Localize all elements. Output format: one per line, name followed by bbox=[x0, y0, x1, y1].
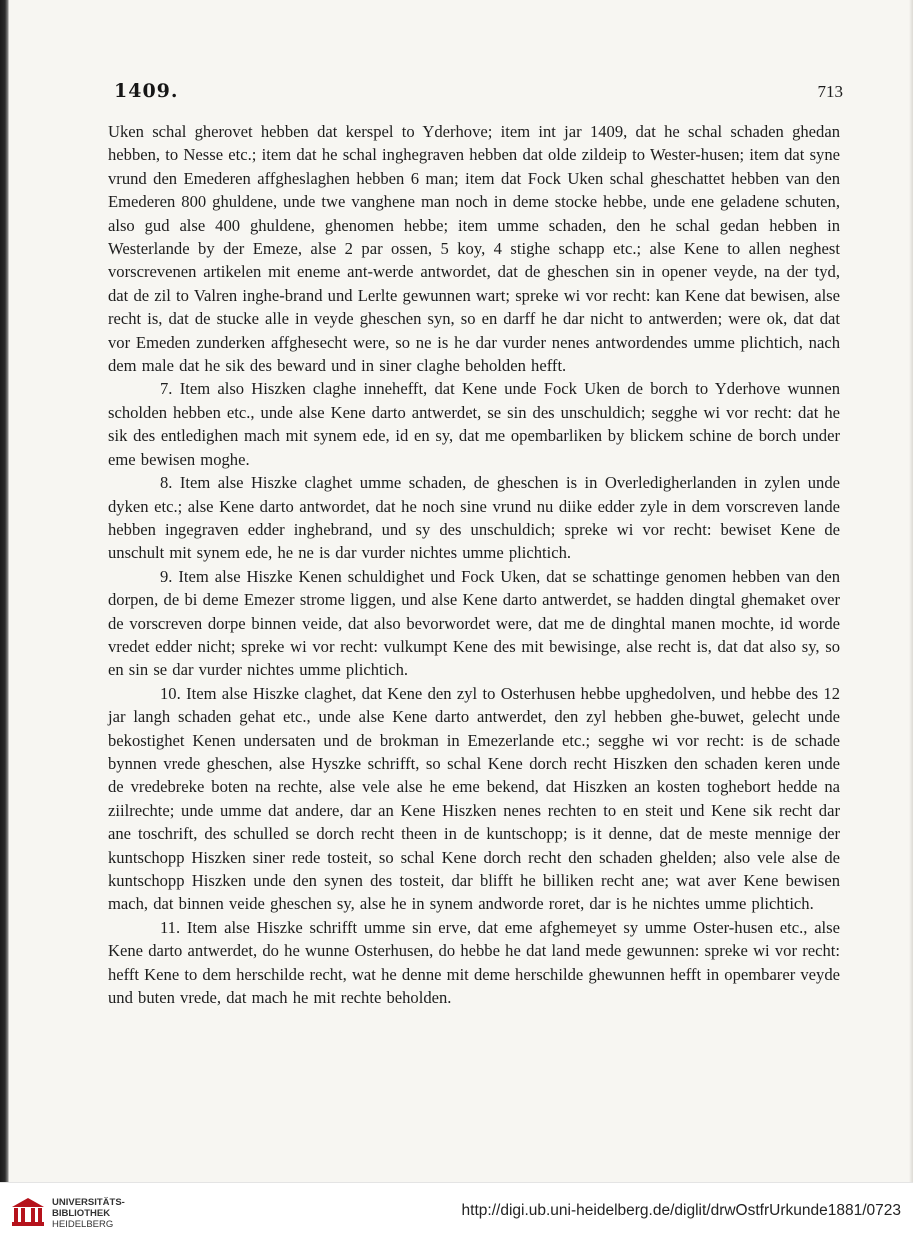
library-name bbox=[52, 1197, 125, 1230]
paragraph-9: 9. Item alse Hiszke Kenen schuldighet und Fock Uken, dat se schattinge genomen hebben van den dorpen, de bi deme Emezer strome liggen, und alse Kene darto antwerdet, se hadden dingtal ghemaket over de vorscreven dorpe binnen veide, dat also bevorwordet were, dat me de dinghtal manen mochte, id worde vredet edder nicht; spreke wi vor recht: vulkumpt Kene des mit bewisinge, alse recht is, dat dat also sy, so en sin se dar vurder nichtes umme plichtich. bbox=[108, 566, 840, 680]
page-binding-shadow bbox=[0, 0, 9, 1182]
paragraph-10: 10. Item alse Hiszke claghet, dat Kene den zyl to Osterhusen hebbe upghedolven, und hebbe des 12 jar langh schaden gehat etc., unde alse Kene darto antwerdet, den zyl hebben ghe-buwet, gelecht unde bekostighet Kenen undersaten und de brokman in Emezerlande etc.; segghe wi vor recht: is de schade bynnen vrede gheschen, alse Hyszke schrifft, so schal Kene dorch recht Hiszken den schaden keren unde de vredebreke boten na rechte, alse vele alse he eme bekend, dat Hiszken an kosten toghebort hedde na ziilrechte; unde umme dat andere, dar an Kene Hiszken nenes rechten to en steit und Kene sik recht dar ane toschrift, des schulled se dorch recht theen in de kuntschopp; is it denne, dat de meste mennige der kuntschopp Hiszken siner rede tosteit, so schal Kene dorch recht den schaden ghelden; also vele alse de kuntschopp Hiszken unde den synen des tosteit, dar blifft he billiken recht ane; wat aver Kene bewisen mach, dat binnen veide gheschen sy, alse he in synem andworde roret, dar is he nichtes umme plichtich. bbox=[108, 683, 840, 914]
page-number: 713 bbox=[817, 82, 843, 101]
library-name-line-1: UNIVERSITÄTS- bbox=[52, 1197, 125, 1208]
document-body bbox=[108, 120, 840, 1009]
page-edge bbox=[909, 0, 913, 1182]
university-library-logo-icon bbox=[10, 1196, 46, 1232]
paragraph-continued: Uken schal gherovet hebben dat kerspel to Yderhove; item int jar 1409, dat he schal schaden ghedan hebben, to Nesse etc.; item dat he schal inghegraven hebben dat olde zildeip to Wester-husen; item dat syne vrund den Emederen affgheslaghen hebben 6 man; item dat Fock Uken schal gheschattet hebben van den Emederen 800 ghuldene, unde twe vanghene man noch in deme stocke hebbe, unde ene geladene schuten, also gud alse 400 ghuldene, ghenomen hebbe; item umme schaden, den he schal gedan hebben in Westerlande by der Emeze, alse 2 par ossen, 5 koy, 4 stighe schapp etc.; alse Kene to allen neghest vorscrevenen artikelen mit eneme ant-werde antwordet, dat de gheschen sin in opener veyde, na der tyd, dat de zil to Valren inghe-brand und Lerlte gewunnen wart; spreke wi vor recht: kan Kene dat bewisen, alse recht is, dat de stucke alle in veyde gheschen syn, so en darff he dar nicht to antwerden; were ok, dat dat vor Emeden zunderken affghesecht were, so ne is he dar vurder nenes antwordendes umme plichtich, nach dem male dat he sik des beward und in siner claghe beholden hefft. bbox=[108, 122, 840, 376]
permalink-url[interactable]: http://digi.ub.uni-heidelberg.de/diglit/drwOstfrUrkunde1881/0723 bbox=[461, 1202, 901, 1219]
viewer-footer bbox=[0, 1182, 913, 1250]
paragraph-7: 7. Item also Hiszken claghe innehefft, dat Kene unde Fock Uken de borch to Yderhove wunnen scholden hebben etc., unde alse Kene darto antwerdet, se sin des unschuldich; segghe wi vor recht: dat he sik des entledighen mach mit synem ede, id en sy, dat me opembarliken by blickem schine de borch under eme bewisen moghe. bbox=[108, 379, 840, 469]
running-head-year: 1409. bbox=[114, 80, 179, 102]
paragraph-8: 8. Item alse Hiszke claghet umme schaden, de gheschen is in Overledigherlanden in zylen unde dyken etc.; alse Kene darto antwordet, dat he noch sine vrund nu diike edder zyle in dem vorscreven lande hebben ingegraven edder inghebrand, und sy des unschuldich; spreke wi vor recht: bewiset Kene de unschult mit synem ede, he ne is dar vurder nichtes umme plichtich. bbox=[108, 473, 840, 563]
library-name-line-2: BIBLIOTHEK bbox=[52, 1208, 111, 1219]
paragraph-11: 11. Item alse Hiszke schrifft umme sin erve, dat eme afghemeyet sy umme Oster-husen etc., alse Kene darto antwerdet, do he wunne Osterhusen, do hebbe he dat land mede gewunnen: spreke wi vor recht: hefft Kene to dem herschilde recht, wat he denne mit deme herschilde ghewunnen hefft in opembarer veyde und buten vrede, dat mach he mit rechte beholden. bbox=[108, 917, 840, 1008]
library-name-line-3: HEIDELBERG bbox=[52, 1219, 114, 1230]
